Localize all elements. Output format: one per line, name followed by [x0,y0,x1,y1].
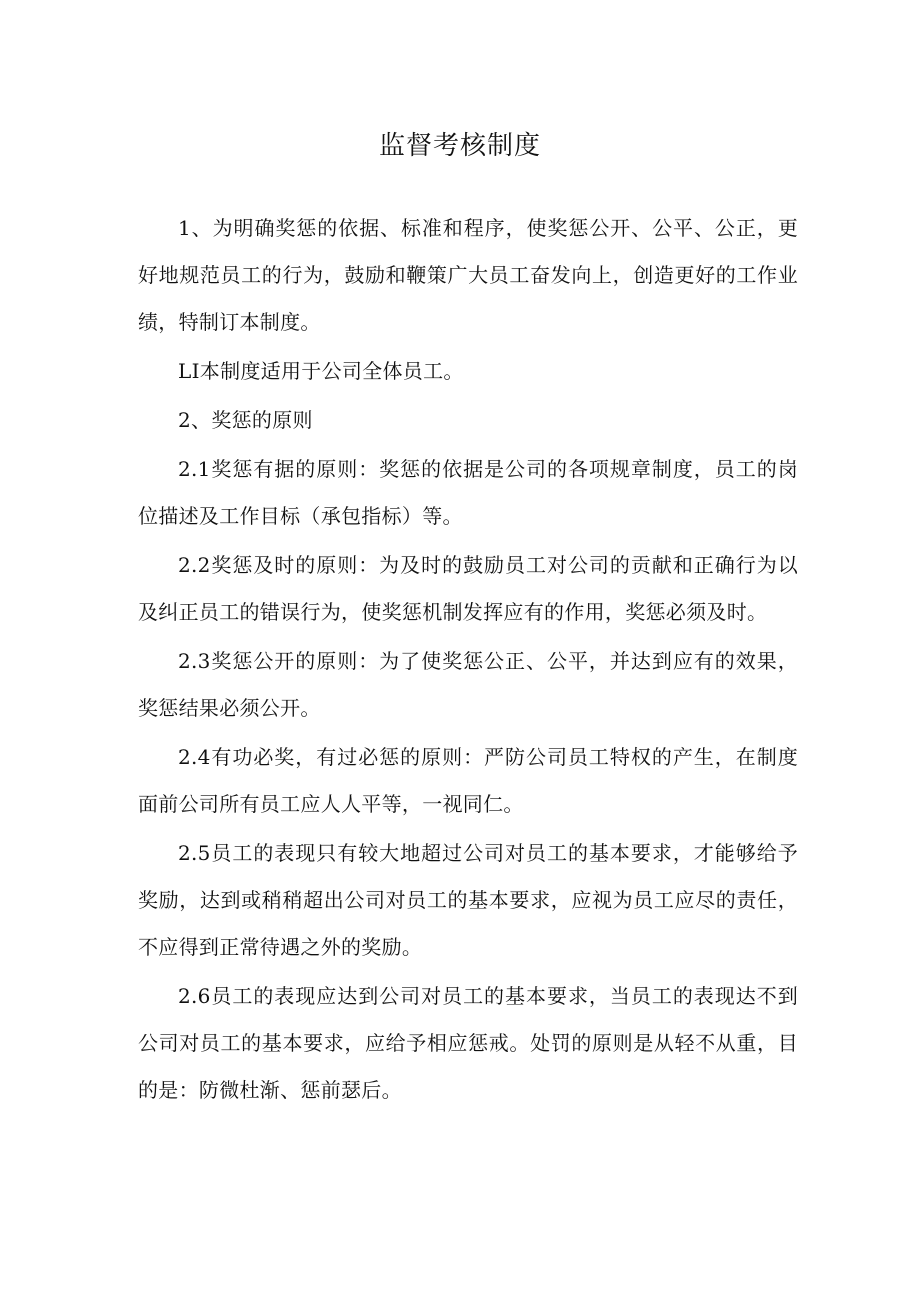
paragraph-principle-2-3: 2.3奖惩公开的原则：为了使奖惩公正、公平，并达到应有的效果，奖惩结果必须公开。 [138,649,798,720]
paragraph-principle-2-2: 2.2奖惩及时的原则：为及时的鼓励员工对公司的贡献和正确行为以及纠正员工的错误行为，使奖惩机制发挥应有的作用，奖惩必须及时。 [138,553,798,624]
paragraph-principles-heading: 2、奖惩的原则 [178,408,313,432]
paragraph-principle-2-6: 2.6员工的表现应达到公司对员工的基本要求，当员工的表现达不到公司对员工的基本要求，应给予相应惩戒。处罚的原则是从轻不从重，目的是：防微杜渐、惩前瑟后。 [138,984,798,1102]
document-title: 监督考核制度 [378,131,541,161]
paragraph-principle-2-1: 2.1奖惩有据的原则：奖惩的依据是公司的各项规章制度，员工的岗位描述及工作目标（承包指标）等。 [138,457,798,528]
paragraph-principle-2-4: 2.4有功必奖，有过必惩的原则：严防公司员工特权的产生，在制度面前公司所有员工应人人平等，一视同仁。 [138,745,798,816]
document-body [138,205,798,1116]
paragraph-principle-2-5: 2.5员工的表现只有较大地超过公司对员工的基本要求，才能够给予奖励，达到或稍稍超出公司对员工的基本要求，应视为员工应尽的责任，不应得到正常待遇之外的奖励。 [138,841,798,959]
paragraph-purpose: 1、为明确奖惩的依据、标准和程序，使奖惩公开、公平、公正，更好地规范员工的行为，鼓励和鞭策广大员工奋发向上，创造更好的工作业绩，特制订本制度。 [138,216,798,334]
paragraph-scope: LI本制度适用于公司全体员工。 [178,359,464,383]
